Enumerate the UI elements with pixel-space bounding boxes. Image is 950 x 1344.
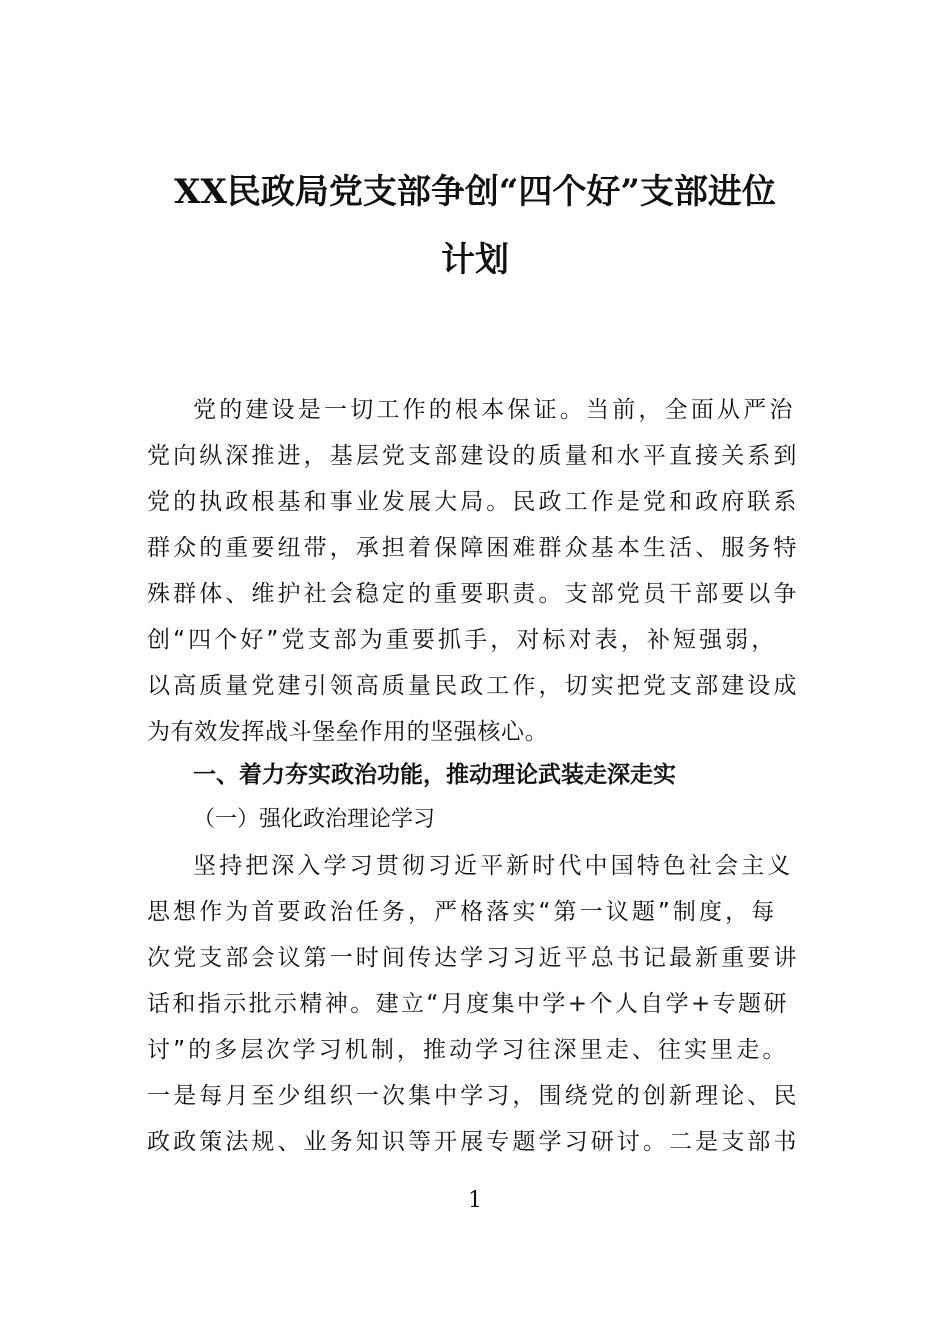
subsection-heading: （一）强化政治理论学习 (193, 807, 436, 832)
document-title-line1: XX民政局党支部争创“四个好”支部进位 (174, 172, 776, 212)
paragraph-line: 思想作为首要政治任务，严格落实“第一议题”制度，每 (147, 899, 778, 925)
paragraph-line: 创“四个好”党支部为重要抓手，对标对表，补短强弱， (147, 627, 778, 653)
paragraph-line: 党向纵深推进，基层党支部建设的质量和水平直接关系到 (147, 443, 800, 469)
paragraph-line: 以高质量党建引领高质量民政工作，切实把党支部建设成 (147, 673, 800, 699)
section-heading: 一、着力夯实政治功能，推动理论武装走深走实 (193, 762, 676, 788)
paragraph-line: 党的建设是一切工作的根本保证。当前，全面从严治 (193, 397, 796, 423)
paragraph-line: 话和指示批示精神。建立“月度集中学+个人自学+专题研 (147, 991, 789, 1017)
page-number: 1 (468, 1188, 482, 1213)
paragraph-line: 党的执政根基和事业发展大局。民政工作是党和政府联系 (147, 489, 800, 515)
paragraph-line: 一是每月至少组织一次集中学习，围绕党的创新理论、民 (147, 1083, 800, 1109)
document-title-line2: 计划 (441, 240, 509, 280)
paragraph-line: 政政策法规、业务知识等开展专题学习研讨。二是支部书 (147, 1129, 800, 1155)
paragraph-line: 为有效发挥战斗堡垒作用的坚强核心。 (147, 719, 549, 745)
paragraph-line: 殊群体、维护社会稳定的重要职责。支部党员干部要以争 (147, 581, 800, 607)
paragraph-line: 次党支部会议第一时间传达学习习近平总书记最新重要讲 (147, 945, 800, 971)
paragraph-line: 坚持把深入学习贯彻习近平新时代中国特色社会主义 (193, 853, 794, 879)
paragraph-line: 群众的重要纽带，承担着保障困难群众基本生活、服务特 (147, 535, 800, 561)
paragraph-line: 讨”的多层次学习机制，推动学习往深里走、往实里走。 (147, 1037, 789, 1063)
